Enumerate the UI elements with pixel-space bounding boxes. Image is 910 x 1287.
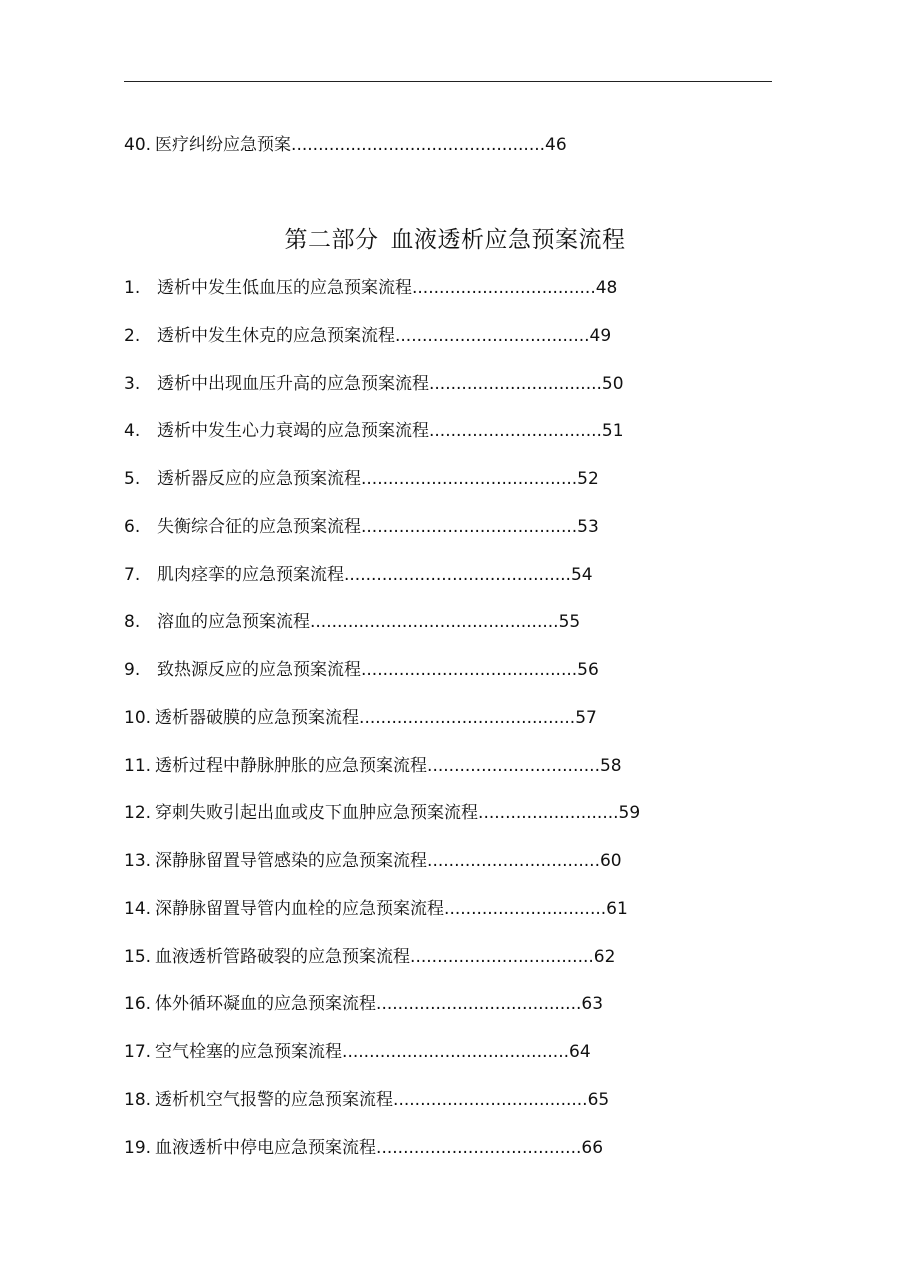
toc-entry[interactable] [124,1040,591,1064]
toc-entry[interactable] [124,372,624,396]
toc-entry[interactable] [124,610,580,634]
toc-entry[interactable] [124,706,597,730]
toc-page-number: 58 [599,755,622,776]
toc-page-number: 59 [618,803,641,824]
toc-leader-dots: ................................ [429,373,602,394]
toc-entry-number: 11. [124,755,152,776]
toc-leader-dots: .................................. [412,278,596,298]
toc-entry-title: 透析过程中静脉肿胀的应急预案流程 [155,755,428,776]
toc-entry-title: 致热源反应的应急预案流程 [157,660,361,680]
toc-page-number: 48 [595,278,618,298]
toc-leader-dots: .................................. [410,946,594,967]
toc-entry[interactable] [124,563,593,587]
toc-entry-number: 10. [124,707,152,728]
toc-entry-title: 透析中出现血压升高的应急预案流程 [157,373,429,394]
toc-page-number: 55 [558,612,581,633]
toc-entry-number: 6. [124,516,141,537]
toc-entry-number: 9. [124,660,141,680]
toc-entry-number: 1. [124,278,141,298]
toc-leader-dots: ........................................ [359,707,576,728]
toc-entry-title: 溶血的应急预案流程 [157,612,310,633]
toc-leader-dots: ...................................... [376,1137,582,1158]
toc-entry-number: 2. [124,325,141,346]
toc-entry-number: 16. [124,994,152,1015]
toc-page-number: 63 [581,994,604,1015]
toc-entry[interactable] [124,897,628,921]
toc-leader-dots: ................................ [427,851,600,871]
toc-entry[interactable] [124,467,599,491]
toc-entry-number: 8. [124,612,141,633]
toc-entry[interactable] [124,658,599,682]
toc-page-number: 66 [581,1137,604,1158]
section-part-label: 第二部分 [284,227,379,253]
toc-leader-dots: ........................................ [361,516,578,537]
toc-leader-dots: .............................. [444,898,607,919]
toc-entry-title: 空气栓塞的应急预案流程 [155,1042,343,1062]
toc-entry[interactable] [124,515,599,539]
toc-entry-title: 血液透析管路破裂的应急预案流程 [155,946,411,967]
toc-entry[interactable] [124,1136,603,1160]
toc-leader-dots: ................................ [429,421,602,442]
toc-entry[interactable] [124,276,617,300]
toc-page-number: 49 [589,325,612,346]
toc-entry-number: 18. [124,1089,152,1110]
toc-page-number: 54 [570,564,593,585]
toc-entry-title: 失衡综合征的应急预案流程 [157,516,361,537]
toc-leader-dots: ............................................... [291,135,546,155]
toc-leader-dots: .............................................. [310,612,559,633]
toc-page-number: 60 [599,851,622,871]
toc-entry-number: 40. [124,135,152,155]
toc-entry-title: 透析中发生低血压的应急预案流程 [157,278,412,298]
toc-entry-number: 13. [124,851,152,871]
toc-entry[interactable] [124,324,611,348]
toc-entry[interactable] [124,419,624,443]
toc-entry-number: 4. [124,421,141,442]
toc-page-number: 61 [606,898,628,919]
toc-entry-title: 穿刺失败引起出血或皮下血肿应急预案流程 [155,803,479,824]
toc-entry-title: 透析机空气报警的应急预案流程 [155,1089,394,1110]
toc-entry[interactable] [124,992,603,1016]
toc-leader-dots: ........................................ [361,469,578,489]
toc-entry-40[interactable] [124,133,567,157]
toc-entry-title: 医疗纠纷应急预案 [155,135,292,155]
toc-entry-title: 血液透析中停电应急预案流程 [155,1137,377,1158]
toc-entry[interactable] [124,801,640,825]
toc-page-number: 64 [569,1042,591,1062]
toc-leader-dots: ...................................... [376,994,582,1015]
toc-entry[interactable] [124,754,622,778]
toc-page-number: 52 [577,469,599,489]
toc-page-number: 50 [601,373,624,394]
toc-page-number: 53 [577,516,599,537]
toc-entry-title: 深静脉留置导管感染的应急预案流程 [155,851,428,871]
toc-entry-number: 14. [124,898,152,919]
toc-entry-number: 12. [124,803,152,824]
toc-entry-number: 19. [124,1137,152,1158]
toc-entry-title: 透析器破膜的应急预案流程 [155,707,360,728]
toc-entry-title: 肌肉痉挛的应急预案流程 [157,564,344,585]
toc-page-number: 62 [593,946,616,967]
toc-entry-number: 15. [124,946,152,967]
toc-entry-title: 深静脉留置导管内血栓的应急预案流程 [155,898,445,919]
toc-page-number: 57 [575,707,597,728]
toc-leader-dots: .......................................... [342,1042,570,1062]
toc-leader-dots: ................................ [427,755,600,776]
toc-leader-dots: .................................... [393,1089,588,1110]
toc-page-number: 65 [587,1089,610,1110]
toc-leader-dots: ........................................ [361,660,578,680]
toc-entry-title: 透析中发生心力衰竭的应急预案流程 [157,421,429,442]
toc-page-number: 56 [577,660,599,680]
header-rule [124,81,772,82]
toc-leader-dots: .................................... [395,325,590,346]
section-title-text: 血液透析应急预案流程 [390,227,626,253]
toc-entry-number: 17. [124,1042,152,1062]
toc-leader-dots: .......................................... [344,564,571,585]
toc-entry-number: 5. [124,469,141,489]
toc-entry-title: 透析中发生休克的应急预案流程 [157,325,395,346]
toc-entry[interactable] [124,945,615,969]
toc-entry-title: 体外循环凝血的应急预案流程 [155,994,377,1015]
section-heading [0,224,910,256]
toc-leader-dots: .......................... [478,803,619,824]
toc-entry-title: 透析器反应的应急预案流程 [157,469,361,489]
toc-page-number: 46 [545,135,567,155]
toc-entry-number: 7. [124,564,141,585]
toc-entry-number: 3. [124,373,141,394]
toc-entry[interactable] [124,849,622,873]
toc-entry[interactable] [124,1088,609,1112]
toc-page-number: 51 [601,421,624,442]
